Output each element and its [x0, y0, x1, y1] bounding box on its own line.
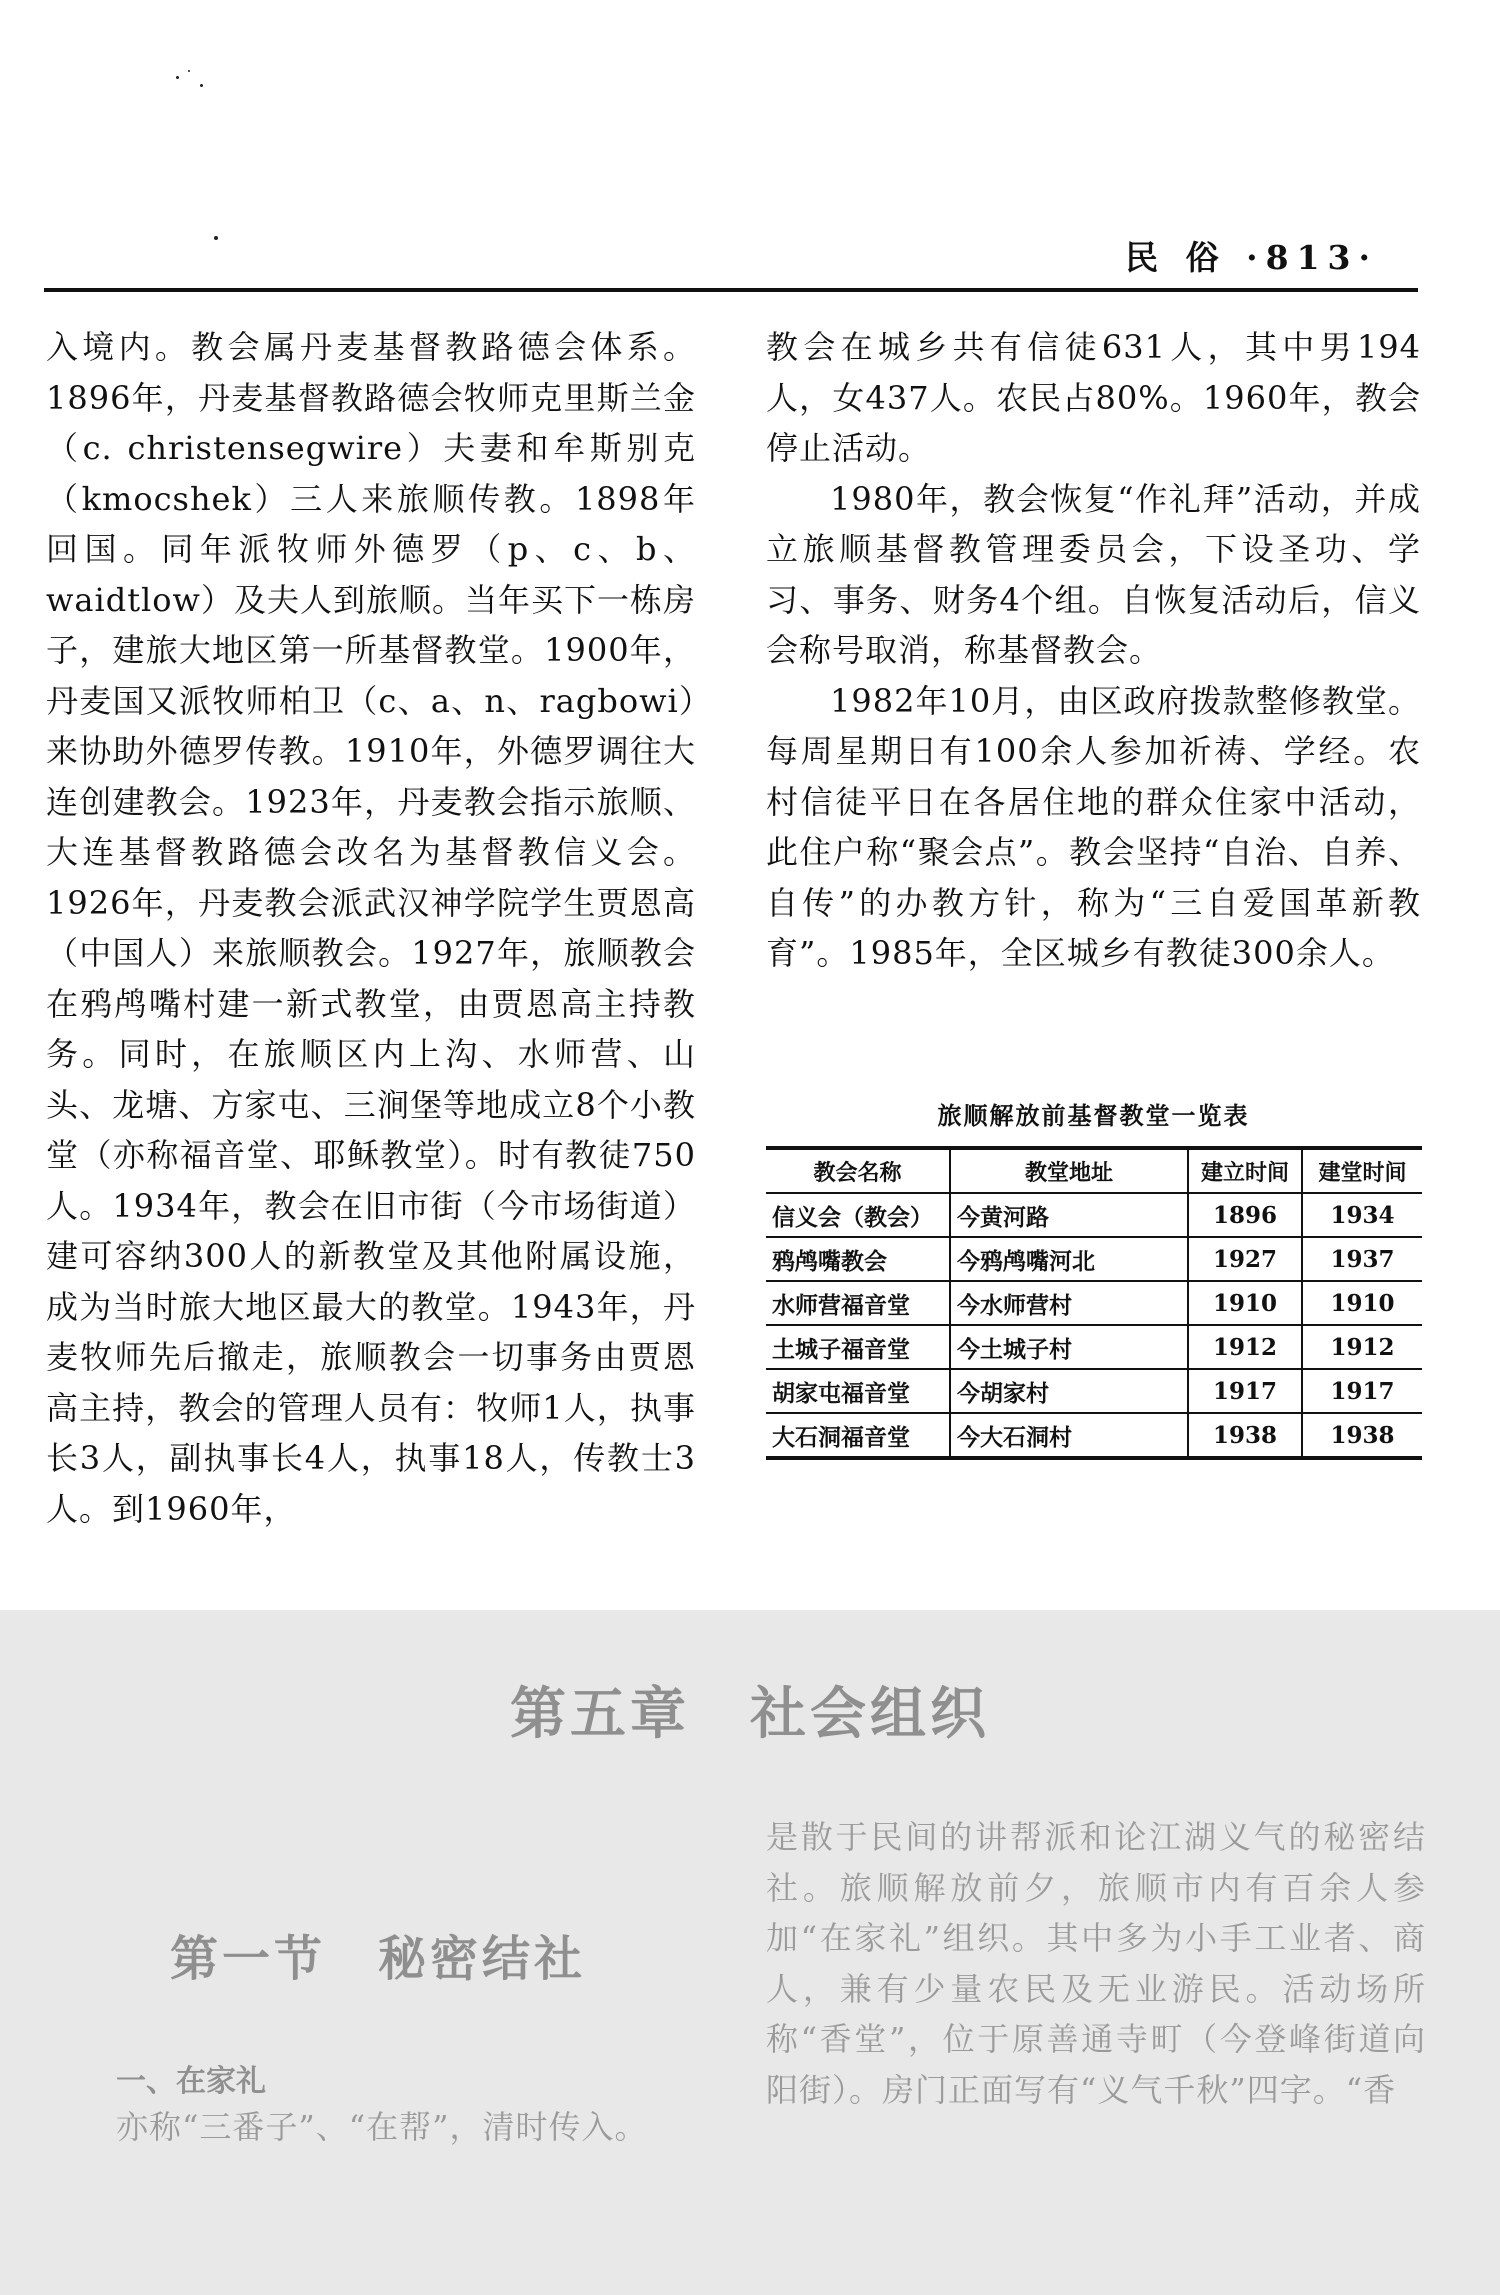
- cell-address: 今胡家村: [950, 1369, 1188, 1413]
- cell-founded: 1912: [1188, 1325, 1302, 1369]
- section-title: 第一节 秘密结社: [170, 1931, 587, 1987]
- cell-built: 1938: [1302, 1413, 1422, 1458]
- cell-name: 胡家屯福音堂: [766, 1369, 950, 1413]
- cell-name: 信义会（教会）: [766, 1193, 950, 1237]
- left-column-text: 入境内。教会属丹麦基督教路德会体系。1896年，丹麦基督教路德会牧师克里斯兰金（c. christensegwire）夫妻和牟斯别克（kmocshek）三人来旅顺传教。1898年回国。同年派牧师外德罗（p、c、b、waidtlow）及夫人到旅顺。当年买下一栋房子，建旅大地区第一所基督教堂。1900年，丹麦国又派牧师柏卫（c、a、n、ragbowi）来协助外德罗传教。1910年，外德罗调往大连创建教会。1923年，丹麦教会指示旅顺、大连基督教路德会改名为基督教信义会。1926年，丹麦教会派武汉神学院学生贾恩高（中国人）来旅顺教会。1927年，旅顺教会在鸦鸬嘴村建一新式教堂，由贾恩高主持教务。同时，在旅顺区内上沟、水师营、山头、龙塘、方家屯、三涧堡等地成立8个小教堂（亦称福音堂、耶稣教堂）。时有教徒750人。1934年，教会在旧市街（今市场街道）建可容纳300人的新教堂及其他附属设施，成为当时旅大地区最大的教堂。1943年，丹麦牧师先后撤走，旅顺教会一切事务由贾恩高主持，教会的管理人员有：牧师1人，执事长3人，副执事长4人，执事18人，传教士3人。到1960年，: [46, 328, 696, 1528]
- right-paragraph-3: 1982年10月，由区政府拨款整修教堂。每周星期日有100余人参加祈祷、学经。农村信徒平日在各居住地的群众住家中活动，此住户称“聚会点”。教会坚持“自治、自养、自传”的办教方针，称为“三自爱国革新教育”。1985年，全区城乡有教徒300余人。: [766, 681, 1421, 972]
- page-header: [44, 232, 1418, 292]
- cell-address: 今黄河路: [950, 1193, 1188, 1237]
- header-rule: [44, 288, 1418, 292]
- col-header-name: 教会名称: [766, 1148, 950, 1193]
- right-paragraph-1: 教会在城乡共有信徒631人，其中男194人，女437人。农民占80%。1960年，教会停止活动。: [766, 328, 1421, 467]
- subsection-title: 一、在家礼: [116, 2064, 266, 2099]
- col-header-address: 教堂地址: [950, 1148, 1188, 1193]
- table-row: [766, 1325, 1422, 1369]
- cell-built: 1910: [1302, 1281, 1422, 1325]
- col-header-founded: 建立时间: [1188, 1148, 1302, 1193]
- church-table: [766, 1146, 1422, 1460]
- table-title: 旅顺解放前基督教堂一览表: [937, 1101, 1250, 1130]
- cell-name: 水师营福音堂: [766, 1281, 950, 1325]
- cell-address: 今水师营村: [950, 1281, 1188, 1325]
- cell-founded: 1917: [1188, 1369, 1302, 1413]
- table-row: [766, 1281, 1422, 1325]
- faded-right-paragraph: 是散于民间的讲帮派和论江湖义气的秘密结社。旅顺解放前夕，旅顺市内有百余人参加“在家礼”组织。其中多为小手工业者、商人，兼有少量农民及无业游民。活动场所称“香堂”，位于原善通寺町（今登峰街道向阳街）。房门正面写有“义气千秋”四字。“香: [766, 1818, 1426, 2109]
- cell-address: 今大石洞村: [950, 1413, 1188, 1458]
- col-header-built: 建堂时间: [1302, 1148, 1422, 1193]
- cell-built: 1937: [1302, 1237, 1422, 1281]
- cell-founded: 1927: [1188, 1237, 1302, 1281]
- right-paragraph-2: 1980年，教会恢复“作礼拜”活动，并成立旅顺基督教管理委员会，下设圣功、学习、事务、财务4个组。自恢复活动后，信义会称号取消，称基督教会。: [766, 479, 1421, 669]
- table-header-row: [766, 1148, 1422, 1193]
- cell-name: 大石洞福音堂: [766, 1413, 950, 1458]
- cell-founded: 1896: [1188, 1193, 1302, 1237]
- faded-left-text: [116, 2102, 716, 2152]
- scan-speck: [176, 76, 179, 79]
- cell-address: 今土城子村: [950, 1325, 1188, 1369]
- table-row: [766, 1369, 1422, 1413]
- left-column: [46, 322, 696, 1534]
- running-title: 民 俗 ·813·: [1125, 238, 1378, 277]
- faded-left-paragraph: 亦称“三番子”、“在帮”，清时传入。: [116, 2108, 648, 2146]
- cell-built: 1934: [1302, 1193, 1422, 1237]
- scan-speck: [188, 70, 190, 72]
- cell-name: 鸦鸬嘴教会: [766, 1237, 950, 1281]
- cell-name: 土城子福音堂: [766, 1325, 950, 1369]
- cell-built: 1912: [1302, 1325, 1422, 1369]
- chapter-title: 第五章 社会组织: [510, 1681, 990, 1747]
- table-row: [766, 1237, 1422, 1281]
- right-column: [766, 322, 1421, 979]
- cell-built: 1917: [1302, 1369, 1422, 1413]
- faded-next-page-section: [0, 1610, 1500, 2295]
- cell-founded: 1910: [1188, 1281, 1302, 1325]
- table-row: [766, 1193, 1422, 1237]
- scan-speck: [200, 84, 203, 87]
- faded-right-text: [766, 1812, 1426, 2115]
- table-row: [766, 1413, 1422, 1458]
- cell-address: 今鸦鸬嘴河北: [950, 1237, 1188, 1281]
- cell-founded: 1938: [1188, 1413, 1302, 1458]
